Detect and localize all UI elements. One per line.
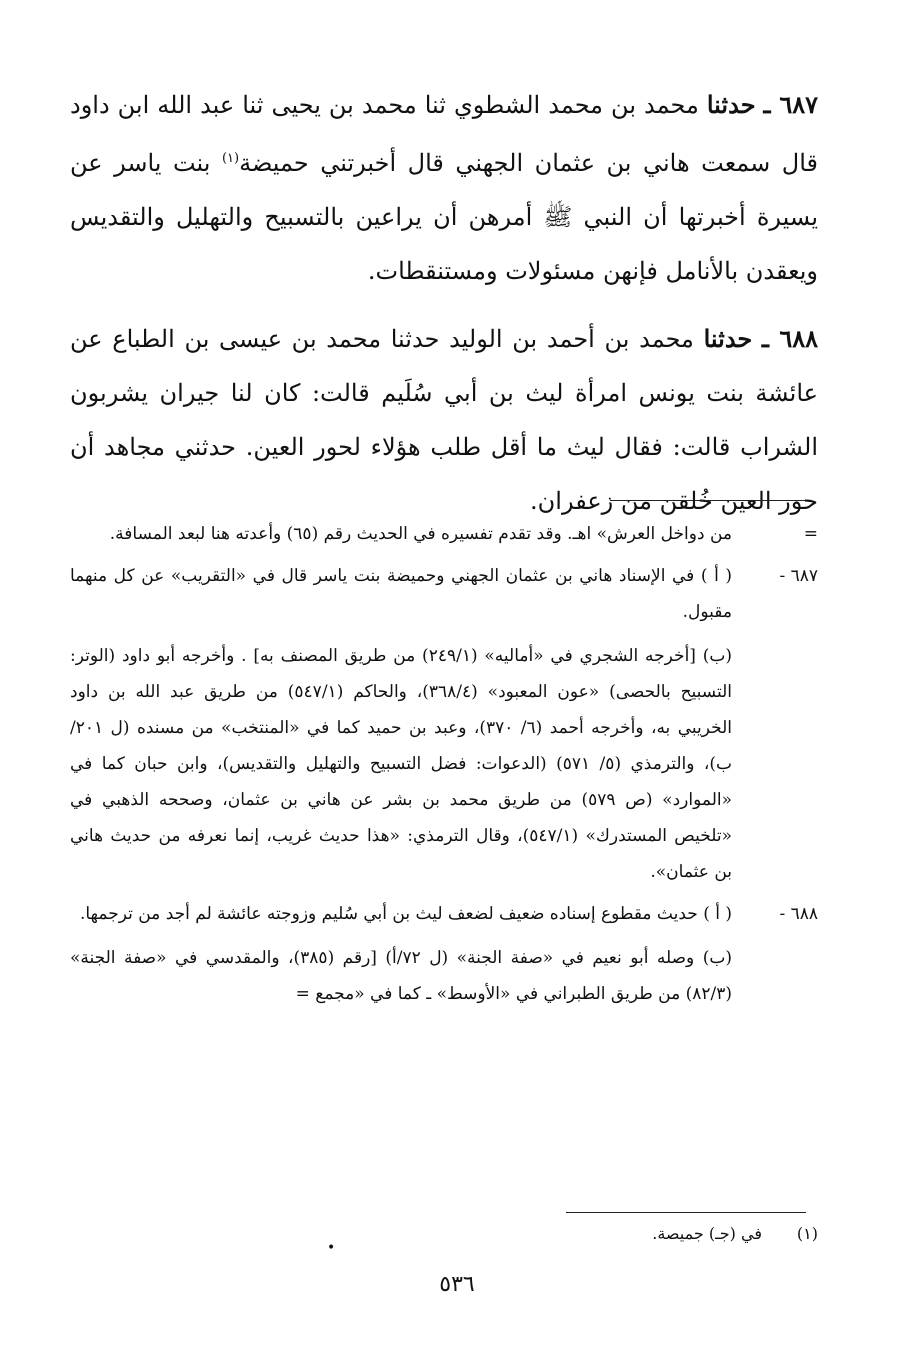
hadith-number: ٦٨٨ ـ [761, 324, 818, 353]
footnote-mark: (١) [796, 1224, 818, 1243]
hadith-keyword: حدثنا [703, 324, 753, 353]
note-body: ( أ ) حديث مقطوع إسناده ضعيف لضعف ليث بن أبي سُليم وزوجته عائشة لم أجد من ترجمها. [79, 904, 732, 924]
footnote-text: في (جـ) جميصة. [652, 1224, 762, 1243]
note-688 [70, 896, 818, 1012]
note-mark: ٦٨٧ - [779, 566, 818, 586]
note-continuation [70, 516, 818, 552]
hadith-text: محمد بن محمد الشطوي ثنا محمد بن يحيى ثنا عبد الله ابن داود قال سمعت هاني بن عثمان الجهني قال أخبرتني حميضة [70, 91, 818, 177]
note-mark: ٦٨٨ - [779, 904, 818, 924]
footnote-separator [566, 1212, 806, 1213]
footnote-ref: (١) [221, 151, 240, 166]
note-body: ( أ ) في الإسناد هاني بن عثمان الجهني وحميضة بنت ياسر قال في «التقريب» عن كل منهما مقبول. [70, 566, 732, 622]
note-sub: (ب) [أخرجه الشجري في «أماليه» (٢٤٩/١) من طريق المصنف به] . وأخرجه أبو داود (الوتر: التسبيح بالحصى) «عون المعبود» (٣٦٨/٤)، والحاكم (٥٤٧/١) من طريق عبد الله بن داود الخريبي به، وأخرجه أحمد (٦/ ٣٧٠)، وعبد بن حميد كما في «المنتخب» من مسنده (ل ٢٠١/ ب)، والترمذي (٥/ ٥٧١) (الدعوات: فضل التسبيح والتهليل والتقديس)، وابن حبان كما في «الموارد» (ص ٥٧٩) من طريق محمد بن بشر عن هاني بن عثمان، وصححه الذهبي في «تلخيص المستدرك» (٥٤٧/١)، وقال الترمذي: «هذا حديث غريب، إنما نعرفه من حديث هاني بن عثمان». [70, 646, 733, 882]
page-number: ٥٣٦ [439, 1272, 475, 1297]
footnote [652, 1222, 818, 1246]
hadith-687 [70, 78, 818, 298]
commentary-notes [70, 516, 818, 1012]
hadith-keyword: حدثنا [706, 90, 756, 119]
notes-separator [610, 500, 806, 501]
main-text [70, 78, 818, 542]
note-body: من دواخل العرش» اهـ. وقد تقدم تفسيره في الحديث رقم (٦٥) وأعدته هنا لبعد المسافة. [109, 524, 732, 544]
note-mark: = [803, 524, 818, 544]
hadith-number: ٦٨٧ ـ [763, 90, 818, 119]
hadith-text: بنت ياسر عن يسيرة أخبرتها أن النبي ﷺ أمرهن أن يراعين بالتسبيح والتهليل والتقديس ويعقدن بالأنامل فإنهن مسئولات ومستنقطات. [70, 149, 819, 285]
hadith-text: محمد بن أحمد بن الوليد حدثنا محمد بن عيسى بن الطباع عن عائشة بنت يونس امرأة ليث بن أبي سُلَيم قالت: كان لنا جيران يشربون الشراب قالت: فقال ليث ما أقل طلب هؤلاء لحور العين. حدثني مجاهد أن حور العين خُلقن من زعفران. [70, 325, 818, 515]
note-sub: (ب) وصله أبو نعيم في «صفة الجنة» (ل ٧٢/أ) [رقم (٣٨٥)، والمقدسي في «صفة الجنة» (٨٢/٣) من طريق الطبراني في «الأوسط» ـ كما في «مجمع = [70, 948, 732, 1004]
hadith-688 [70, 312, 818, 528]
note-687 [70, 558, 818, 890]
ink-dot: • [327, 1240, 336, 1256]
